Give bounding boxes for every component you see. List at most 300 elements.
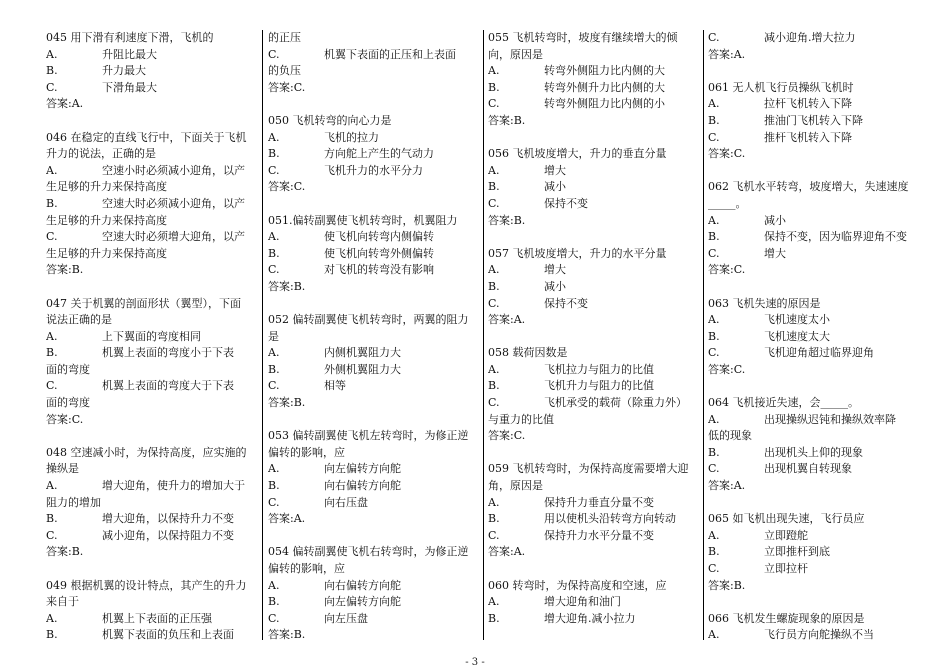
spacer [268, 96, 480, 113]
option-text: 减小迎角，以保持阻力不变 [102, 528, 234, 542]
option-text: 向右压盘 [324, 495, 368, 509]
option-text: 出现操纵迟钝和操纵效率降 [764, 412, 896, 426]
option-text: 相等 [324, 379, 346, 393]
answer-option [488, 611, 698, 628]
option-letter: C. [708, 562, 720, 575]
question-block [268, 113, 480, 196]
answer-key: 答案:C. [708, 362, 746, 376]
answer-option [488, 279, 698, 296]
answer-option [46, 528, 258, 545]
answer-option [708, 229, 920, 246]
option-text: 保持升力垂直分量不变 [544, 495, 654, 509]
option-letter: A. [46, 47, 58, 61]
question-stem: _____。 [708, 196, 747, 210]
option-letter: B. [708, 445, 720, 459]
answer-key: 答案:B. [488, 113, 526, 127]
option-text: 机翼上表面的弯度大于下表 [102, 379, 234, 393]
question-stem: 058 载荷因数是 [488, 346, 568, 360]
option-letter: A. [488, 263, 500, 277]
question-stem: 057 飞机坡度增大，升力的水平分量 [488, 246, 667, 260]
question-stem: 052 偏转副翼使飞机转弯时，两翼的阻力 [268, 313, 469, 327]
answer-option [488, 511, 698, 528]
spacer [708, 594, 920, 611]
option-text: 向右偏转方向舵 [324, 578, 401, 592]
page-number: - 3 - [465, 657, 485, 668]
option-letter: B. [268, 362, 280, 376]
answer-option [46, 179, 258, 196]
option-letter: A. [708, 97, 720, 111]
question-stem: 055 飞机转弯时，坡度有继续增大的倾 [488, 31, 678, 44]
answer-option [46, 395, 258, 412]
answer-option [46, 47, 258, 64]
option-letter: A. [708, 213, 720, 227]
question-block [708, 511, 920, 594]
column-divider [483, 30, 484, 640]
option-letter: C. [708, 462, 720, 476]
option-text: 飞机拉力与阻力的比值 [544, 362, 654, 376]
answer-option [268, 594, 480, 611]
answer-key: 答案:B. [708, 578, 746, 592]
question-stem: 050 飞机转弯的向心力是 [268, 113, 392, 127]
answer-option [268, 47, 480, 64]
answer-option [46, 362, 258, 379]
option-text: 机翼上表面的弯度小于下表 [102, 346, 234, 360]
option-text: 增大迎角，以保持升力不变 [102, 512, 234, 526]
option-letter: A. [488, 362, 500, 376]
answer-key: 答案:B. [268, 279, 306, 293]
question-stem: 056 飞机坡度增大，升力的垂直分量 [488, 147, 667, 161]
answer-option [46, 196, 258, 213]
option-text: 增大 [544, 163, 566, 177]
answer-option [268, 345, 480, 362]
answer-option [708, 412, 920, 429]
answer-key: 答案:C. [708, 147, 746, 161]
answer-option [268, 611, 480, 628]
option-letter: B. [488, 80, 500, 94]
option-text: 方向舵上产生的气动力 [324, 147, 434, 161]
answer-key: 答案:A. [488, 313, 526, 327]
question-block [708, 611, 920, 644]
spacer [708, 279, 920, 296]
option-text: 飞行员方向舵操纵不当 [764, 628, 874, 642]
option-letter: B. [268, 246, 280, 260]
answer-option [46, 213, 258, 230]
answer-option [46, 611, 258, 628]
option-text: 出现机翼自转现象 [764, 462, 852, 476]
option-letter: A. [46, 163, 58, 177]
option-text: 增大迎角和油门 [544, 595, 621, 609]
answer-option [268, 495, 480, 512]
spacer [268, 528, 480, 545]
answer-option [46, 478, 258, 495]
option-letter: C. [268, 495, 280, 509]
answer-key: 答案:A. [708, 47, 746, 61]
question-block [488, 345, 698, 445]
option-letter: C. [488, 396, 500, 410]
option-letter: B. [708, 329, 720, 343]
question-stem: 角，原因是 [488, 479, 543, 493]
option-letter: A. [46, 479, 58, 493]
question-stem: 060 转弯时，为保持高度和空速，应 [488, 578, 667, 592]
answer-option [708, 445, 920, 462]
option-letter: C. [488, 528, 500, 542]
option-letter: C. [708, 130, 720, 144]
option-text: 减小 [544, 279, 566, 293]
option-letter: A. [268, 130, 280, 144]
option-text: 阻力的增加 [46, 495, 101, 509]
answer-option [46, 80, 258, 97]
question-block [488, 246, 698, 329]
spacer [268, 196, 480, 213]
question-stem: 操纵是 [46, 462, 79, 476]
question-stem: 051.偏转副翼使飞机转弯时，机翼阻力 [268, 213, 458, 227]
spacer [46, 561, 258, 578]
answer-key: 答案:B. [488, 213, 526, 227]
answer-option [708, 544, 920, 561]
question-block [46, 445, 258, 561]
option-letter: C. [46, 379, 58, 393]
option-text: 外侧机翼阻力大 [324, 362, 401, 376]
column-divider [262, 30, 263, 640]
question-stem: 061 无人机飞行员操纵飞机时 [708, 80, 854, 94]
answer-option [708, 561, 920, 578]
answer-option [46, 63, 258, 80]
answer-option [708, 345, 920, 362]
spacer [708, 495, 920, 512]
option-text: 减小 [544, 180, 566, 194]
option-letter: A. [268, 230, 280, 244]
answer-option [268, 163, 480, 180]
option-text: 转弯外侧升力比内侧的大 [544, 80, 665, 94]
answer-option [488, 179, 698, 196]
option-text: 空速小时必须减小迎角，以产 [102, 163, 245, 177]
option-text: 上下翼面的弯度相同 [102, 329, 201, 343]
spacer [488, 445, 698, 462]
question-block [46, 578, 258, 644]
answer-option [708, 130, 920, 147]
question-block [708, 179, 920, 279]
answer-key: 答案:A. [46, 97, 84, 111]
option-text: 使飞机向转弯内侧偏转 [324, 230, 434, 244]
option-text: 保持不变 [544, 196, 588, 210]
answer-option [488, 196, 698, 213]
option-text: 下滑角最大 [102, 80, 157, 94]
option-letter: A. [708, 412, 720, 426]
option-text: 飞机的拉力 [324, 130, 379, 144]
option-text: 机翼上下表面的正压强 [102, 611, 212, 625]
option-text: 转弯外侧阻力比内侧的大 [544, 64, 665, 78]
question-block [708, 296, 920, 379]
spacer [268, 412, 480, 429]
option-text: 拉杆飞机转入下降 [764, 97, 852, 111]
spacer [488, 130, 698, 147]
answer-key: 答案:C. [268, 80, 306, 94]
answer-option [708, 312, 920, 329]
option-letter: C. [488, 196, 500, 210]
question-stem: 偏转的影响，应 [268, 445, 345, 459]
answer-option [488, 163, 698, 180]
answer-key: 答案:B. [268, 396, 306, 410]
option-text: 减小 [764, 213, 786, 227]
option-text: 飞机升力的水平分力 [324, 163, 423, 177]
question-stem: 066 飞机发生螺旋现象的原因是 [708, 611, 865, 625]
option-text: 机翼下表面的负压和上表面 [102, 628, 234, 642]
question-stem: 062 飞机水平转弯，坡度增大，失速速度 [708, 180, 909, 194]
option-text: 立即推杆到底 [764, 545, 830, 559]
option-text: 飞机速度太大 [764, 329, 830, 343]
option-letter: B. [708, 113, 720, 127]
spacer [708, 378, 920, 395]
answer-key: 答案:A. [488, 545, 526, 559]
answer-option [46, 163, 258, 180]
answer-key: 答案:C. [708, 263, 746, 277]
option-letter: B. [46, 512, 58, 526]
spacer [46, 113, 258, 130]
answer-option [46, 229, 258, 246]
question-stem: 是 [268, 329, 279, 343]
answer-option [708, 30, 920, 47]
option-letter: B. [488, 379, 500, 393]
question-block [708, 30, 920, 63]
answer-option [488, 296, 698, 313]
question-block [488, 30, 698, 130]
option-letter: C. [488, 97, 500, 111]
option-text: 飞机迎角超过临界迎角 [764, 346, 874, 360]
answer-option [488, 594, 698, 611]
option-text: 增大 [544, 263, 566, 277]
spacer [488, 329, 698, 346]
option-letter: B. [268, 479, 280, 493]
option-letter: B. [46, 628, 58, 642]
option-text: 的负压 [268, 64, 301, 78]
answer-key: 答案:B. [268, 628, 306, 642]
option-text: 增大 [764, 246, 786, 260]
question-stem: 偏转的影响，应 [268, 562, 345, 575]
option-letter: A. [268, 346, 280, 360]
option-text: 空速大时必须增大迎角，以产 [102, 230, 245, 244]
question-stem: 的正压 [268, 31, 301, 44]
option-letter: C. [708, 346, 720, 360]
option-letter: B. [268, 595, 280, 609]
answer-option [488, 395, 698, 412]
question-stem: 升力的说法，正确的是 [46, 147, 156, 161]
answer-option [708, 96, 920, 113]
answer-option [488, 528, 698, 545]
option-text: 生足够的升力来保持高度 [46, 213, 167, 227]
answer-option [488, 362, 698, 379]
question-stem: 049 根据机翼的设计特点，其产生的升力 [46, 578, 247, 592]
option-letter: B. [488, 512, 500, 526]
option-letter: B. [708, 230, 720, 244]
option-letter: A. [488, 163, 500, 177]
question-block [488, 578, 698, 628]
answer-option [268, 362, 480, 379]
option-text: 保持不变 [544, 296, 588, 310]
answer-option [268, 461, 480, 478]
option-continuation: 低的现象 [708, 429, 752, 443]
answer-option [46, 511, 258, 528]
question-stem: 说法正确的是 [46, 313, 112, 327]
question-block [46, 296, 258, 429]
option-text: 飞机承受的载荷（除重力外） [544, 396, 687, 410]
question-block [488, 461, 698, 561]
option-letter: A. [488, 495, 500, 509]
question-block [46, 30, 258, 113]
option-text: 面的弯度 [46, 396, 90, 410]
option-letter: B. [708, 545, 720, 559]
option-text: 立即拉杆 [764, 562, 808, 575]
question-stem: 059 飞机转弯时，为保持高度需要增大迎 [488, 462, 689, 476]
option-text: 对飞机的转弯没有影响 [324, 263, 434, 277]
option-text: 增大迎角，使升力的增加大于 [102, 479, 245, 493]
option-text: 面的弯度 [46, 362, 90, 376]
option-text: 向左偏转方向舵 [324, 595, 401, 609]
question-stem: 来自于 [46, 595, 79, 609]
question-stem: 047 关于机翼的剖面形状（翼型），下面 [46, 296, 241, 310]
question-stem: 向，原因是 [488, 47, 543, 61]
option-text: 飞机升力与阻力的比值 [544, 379, 654, 393]
option-text: 生足够的升力来保持高度 [46, 180, 167, 194]
option-text: 向左偏转方向舵 [324, 462, 401, 476]
column-2 [268, 30, 480, 646]
option-text: 出现机头上仰的现象 [764, 445, 863, 459]
answer-option [708, 627, 920, 644]
answer-option [268, 246, 480, 263]
answer-option [268, 478, 480, 495]
option-letter: B. [268, 147, 280, 161]
option-text: 保持升力水平分量不变 [544, 528, 654, 542]
column-divider [703, 30, 704, 640]
answer-option [488, 495, 698, 512]
answer-option [488, 96, 698, 113]
column-4 [708, 30, 920, 646]
option-text: 空速大时必须减小迎角，以产 [102, 196, 245, 210]
option-text: 升阻比最大 [102, 47, 157, 61]
answer-option [46, 378, 258, 395]
answer-option [488, 63, 698, 80]
column-1 [46, 30, 258, 646]
answer-key: 答案:C. [46, 412, 84, 426]
answer-key: 答案:A. [268, 512, 306, 526]
exam-page [40, 30, 920, 646]
option-letter: B. [488, 611, 500, 625]
answer-option [708, 329, 920, 346]
option-letter: A. [488, 64, 500, 78]
option-letter: C. [268, 47, 280, 61]
option-text: 生足够的升力来保持高度 [46, 246, 167, 260]
answer-option [46, 345, 258, 362]
answer-option [268, 378, 480, 395]
answer-option [488, 262, 698, 279]
option-letter: A. [46, 611, 58, 625]
option-text: 飞机速度太小 [764, 313, 830, 327]
option-letter: B. [46, 346, 58, 360]
answer-option [488, 80, 698, 97]
option-letter: A. [488, 595, 500, 609]
answer-key: 答案:C. [268, 180, 306, 194]
option-letter: C. [46, 528, 58, 542]
answer-option [268, 229, 480, 246]
answer-option [268, 63, 480, 80]
option-letter: A. [268, 578, 280, 592]
question-block [708, 80, 920, 163]
option-text: 增大迎角.减小拉力 [544, 611, 636, 625]
answer-option [488, 378, 698, 395]
answer-option [708, 113, 920, 130]
question-block [268, 312, 480, 412]
question-stem: 053 偏转副翼使飞机左转弯时，为修正逆 [268, 429, 469, 443]
option-text: 向左压盘 [324, 611, 368, 625]
spacer [46, 428, 258, 445]
option-letter: B. [46, 64, 58, 78]
question-stem: 046 在稳定的直线飞行中，下面关于飞机 [46, 130, 247, 144]
question-stem: 063 飞机失速的原因是 [708, 296, 821, 310]
option-text: 保持不变，因为临界迎角不变 [764, 230, 907, 244]
question-block [268, 30, 480, 96]
answer-option [708, 213, 920, 230]
spacer [488, 561, 698, 578]
answer-option [46, 627, 258, 644]
option-letter: A. [708, 528, 720, 542]
question-block [708, 395, 920, 495]
option-letter: C. [708, 246, 720, 260]
option-text: 立即蹬舵 [764, 528, 808, 542]
question-stem: 064 飞机接近失速，会_____。 [708, 396, 859, 410]
answer-option [46, 246, 258, 263]
option-letter: C. [708, 31, 720, 44]
option-text: 向右偏转方向舵 [324, 479, 401, 493]
answer-option [46, 329, 258, 346]
question-block [268, 213, 480, 296]
question-block [268, 428, 480, 528]
question-stem: 065 如飞机出现失速，飞行员应 [708, 512, 865, 526]
option-letter: A. [708, 628, 720, 642]
option-letter: C. [268, 379, 280, 393]
option-text: 内侧机翼阻力大 [324, 346, 401, 360]
spacer [488, 229, 698, 246]
option-letter: C. [268, 263, 280, 277]
option-letter: A. [708, 313, 720, 327]
question-block [268, 544, 480, 644]
option-text: 机翼下表面的正压和上表面 [324, 47, 456, 61]
option-continuation: 与重力的比值 [488, 412, 554, 426]
option-letter: B. [46, 196, 58, 210]
option-letter: B. [488, 279, 500, 293]
answer-key: 答案:A. [708, 479, 746, 493]
answer-key: 答案:C. [488, 429, 526, 443]
option-letter: C. [268, 163, 280, 177]
answer-option [46, 495, 258, 512]
answer-option [708, 246, 920, 263]
option-text: 升力最大 [102, 64, 146, 78]
option-text: 推杆飞机转入下降 [764, 130, 852, 144]
answer-option [268, 578, 480, 595]
answer-option [268, 262, 480, 279]
option-text: 使飞机向转弯外侧偏转 [324, 246, 434, 260]
spacer [268, 296, 480, 313]
option-letter: C. [268, 611, 280, 625]
option-letter: C. [46, 230, 58, 244]
question-block [46, 130, 258, 279]
answer-option [708, 528, 920, 545]
option-text: 用以使机头沿转弯方向转动 [544, 512, 676, 526]
option-text: 转弯外侧阻力比内侧的小 [544, 97, 665, 111]
answer-key: 答案:B. [46, 545, 84, 559]
spacer [708, 163, 920, 180]
option-letter: B. [488, 180, 500, 194]
option-letter: C. [488, 296, 500, 310]
question-stem: 045 用下滑有利速度下滑，飞机的 [46, 31, 214, 44]
